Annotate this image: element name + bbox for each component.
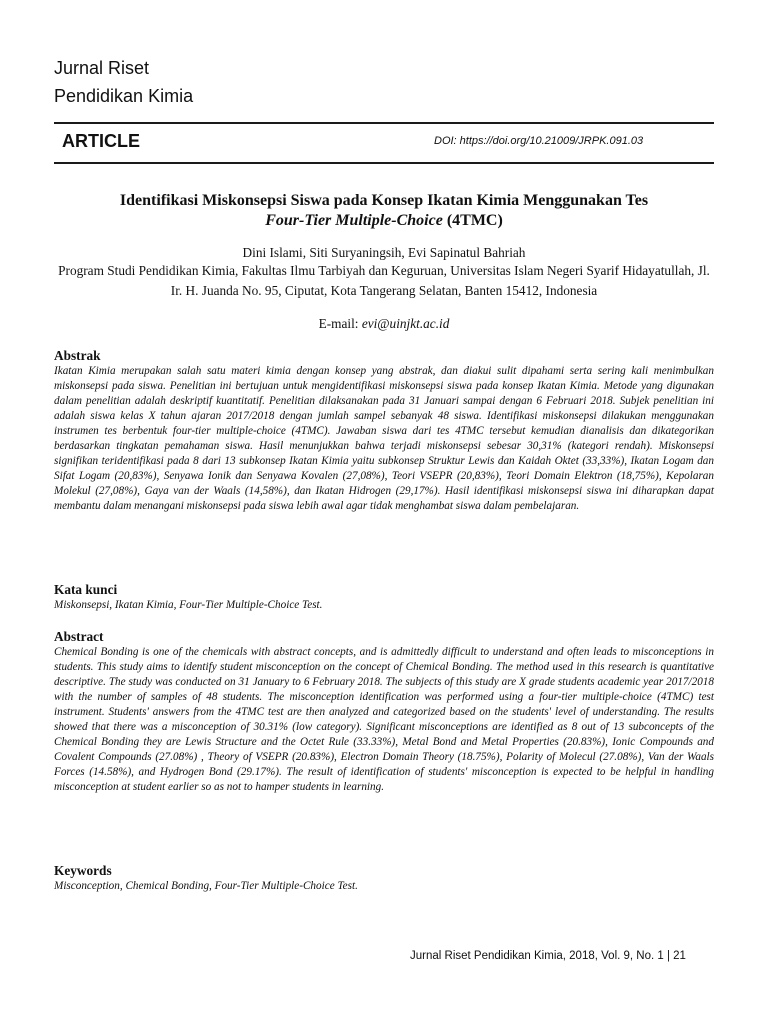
journal-title-line2: Pendidikan Kimia <box>54 86 194 106</box>
kata-kunci-heading: Kata kunci <box>54 582 118 597</box>
paper-title-line2 <box>54 211 714 231</box>
header-rule-bottom <box>54 162 714 164</box>
authors: Dini Islami, Siti Suryaningsih, Evi Sapinatul Bahriah <box>242 245 526 260</box>
header-rule-top <box>54 122 714 124</box>
article-label: ARTICLE <box>62 131 140 151</box>
abstract-heading: Abstract <box>54 629 104 644</box>
paper-title-line1: Identifikasi Miskonsepsi Siswa pada Konsep Ikatan Kimia Menggunakan Tes <box>119 192 649 209</box>
paper-title-rest: (4TMC) <box>442 212 503 229</box>
keywords-section <box>54 863 714 894</box>
page-footer: Jurnal Riset Pendidikan Kimia, 2018, Vol. 9, No. 1 | 21 <box>410 950 686 962</box>
journal-title-line1: Jurnal Riset <box>54 58 150 78</box>
email-label: E-mail: <box>318 316 362 331</box>
journal-title <box>54 54 193 110</box>
email-line <box>54 314 714 334</box>
keywords-text: Misconception, Chemical Bonding, Four-Tier Multiple-Choice Test. <box>54 880 358 892</box>
affiliation: Program Studi Pendidikan Kimia, Fakultas Ilmu Tarbiyah dan Keguruan, Universitas Islam Negeri Syarif Hidayatullah, Jl. Ir. H. Juanda No. 95, Ciputat, Kota Tangerang Selatan, Banten 15412, Indonesia <box>58 263 710 298</box>
keywords-heading: Keywords <box>54 863 112 878</box>
abstrak-section <box>54 348 714 514</box>
abstrak-heading: Abstrak <box>54 348 101 363</box>
doi-link[interactable]: DOI: https://doi.org/10.21009/JRPK.091.03 <box>434 135 644 147</box>
paper-title <box>54 191 714 231</box>
abstrak-text: Ikatan Kimia merupakan salah satu materi kimia dengan konsep yang abstrak, dan diakui sulit dipahami serta sering kali menimbulkan miskonsepsi pada siswa. Penelitian ini bertujuan untuk mengidentifikasi miskonsepsi siswa pada konsep Ikatan Kimia. Metode yang digunakan dalam penelitian adalah deskriptif kuantitatif. Penelitian dilaksanakan pada 31 Januari sampai dengan 6 Februari 2018. Subjek penelitian ini adalah siswa kelas X tahun ajaran 2017/2018 dengan jumlah sampel sebanyak 48 siswa. Identifikasi miskonsepsi dilakukan menggunakan instrumen tes berbentuk four-tier multiple-choice (4TMC). Jawaban siswa dari tes 4TMC tersebut kemudian dianalisis dan dikategorikan berdasarkan tingkatan pemahaman siswa. Hasil menunjukkan bahwa terjadi miskonsepsi sebesar 30,31% (kategori rendah). Miskonsepsi signifikan teridentifikasi pada 8 dari 13 subkonsep Ikatan Kimia yaitu subkonsep Struktur Lewis dan Kaidah Oktet (33,33%), Ikatan Logam dan Sifat Logam (20,83%), Senyawa Ionik dan Senyawa Kovalen (27,08%), Teori VSEPR (20,83%), Teori Domain Elektron (18,75%), Kepolaran Molekul (27,08%), Gaya van der Waals (14,58%), dan Ikatan Hidrogen (29,17%). Hasil identifikasi miskonsepsi siswa ini diharapkan dapat membantu dalam menangani miskonsepsi pada siswa lebih awal agar tidak menghambat siswa dalam pembelajaran. <box>54 365 714 512</box>
abstract-section <box>54 629 714 795</box>
paper-title-italic: Four-Tier Multiple-Choice <box>265 212 443 229</box>
abstract-text: Chemical Bonding is one of the chemicals with abstract concepts, and is admittedly difficult to understand and often leads to misconceptions in students. This study aims to identify student misconception on the concept of Chemical Bonding. The method used in this research is quantitative descriptive. The study was conducted on 31 January to 6 February 2018. The subjects of this study are X grade students academic year 2017/2018 with the number of samples of 48 students. The misconception identification was performed using a four-tier multiple-choice (4TMC) test instrument. Students' answers from the 4TMC test are then analyzed and categorized based on the students' level of understanding. The results showed that there was a misconception of 30.31% (low category). Significant misconceptions are identified as 8 out of 13 subconcepts of the Chemical Bonding they are Lewis Structure and the Octet Rule (33.33%), Metal Bond and Metal Properties (20.83%), Ionic Compounds and Covalent Compounds (27.08%) , Theory of VSEPR (20.83%), Electron Domain Theory (18.75%), Polarity of Molecul (27.08%), Van der Waals Forces (14.58%), and Hydrogen Bond (29.17%). The result of identification of students' misconception is expected to be helpful in handling misconception at student earlier so as not to hamper students in learning. <box>54 646 714 793</box>
kata-kunci-section <box>54 582 714 613</box>
kata-kunci-text: Miskonsepsi, Ikatan Kimia, Four-Tier Multiple-Choice Test. <box>54 599 323 611</box>
email-address[interactable]: evi@uinjkt.ac.id <box>361 316 450 331</box>
